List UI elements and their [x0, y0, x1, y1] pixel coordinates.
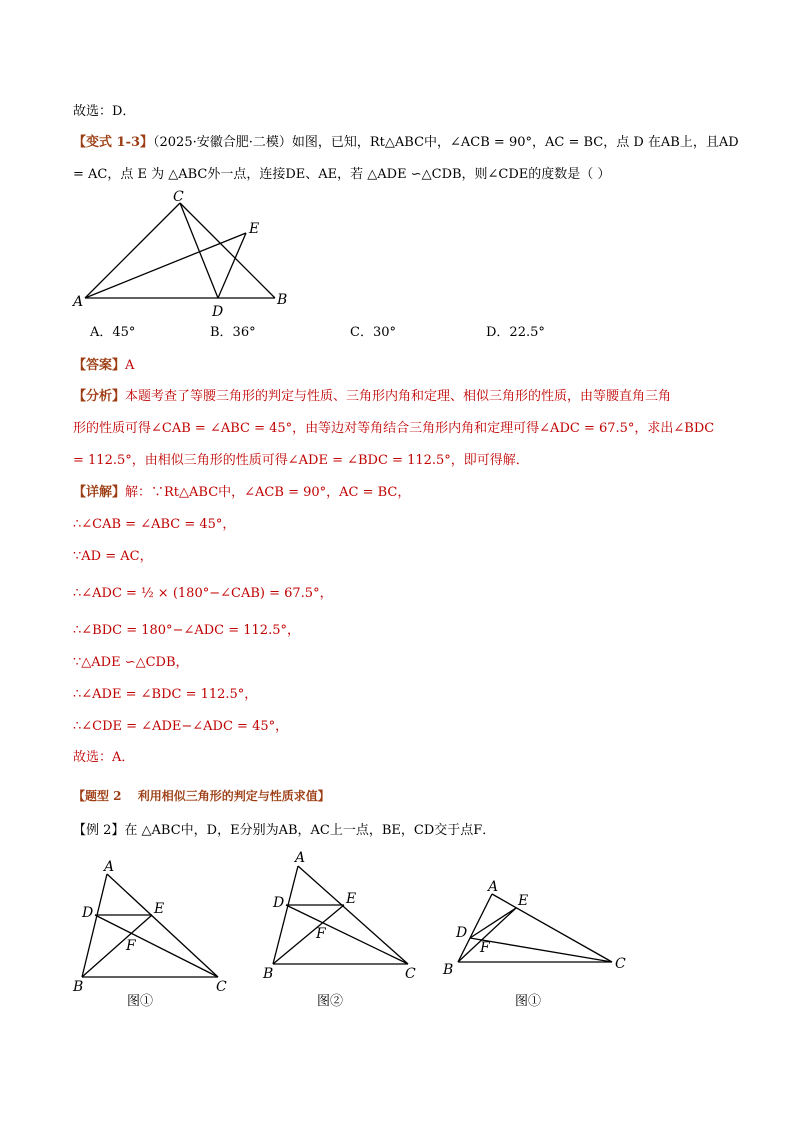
option-c[interactable]: C．30°	[350, 325, 396, 340]
detail-step-5: ∵△ADE ∽△CDB，	[73, 655, 189, 670]
detail-step-2: ∵AD = AC，	[73, 549, 153, 564]
figure-example-2	[260, 845, 430, 1010]
fig2-label-D: D	[273, 895, 285, 911]
variant-tag: 【变式 1-3】	[73, 135, 154, 150]
option-a[interactable]: A．45°	[90, 325, 136, 340]
analysis-line2: 形的性质可得∠CAB = ∠ABC = 45°，由等边对等角结合三角形内角和定理可得∠ADC = 67.5°，求出∠BDC	[73, 421, 715, 436]
fig1-label-E: E	[154, 901, 165, 917]
point-label-A: A	[73, 294, 84, 310]
fig1-label-F: F	[126, 938, 136, 954]
variant-source: （2025·安徽合肥·二模）	[153, 135, 292, 150]
detail-step-1: ∴∠CAB = ∠ABC = 45°，	[73, 517, 236, 532]
topic-heading	[73, 787, 330, 806]
fig3-label-D: D	[456, 925, 468, 941]
answer-value: A	[125, 358, 135, 373]
answer-label: 【答案】	[73, 358, 126, 373]
fig3-label-C: C	[615, 956, 626, 972]
fig1-caption: 图①	[127, 994, 154, 1009]
answer-line	[73, 357, 134, 375]
figure-example-3	[440, 870, 640, 1015]
point-label-E: E	[249, 221, 260, 237]
fig1-label-A: A	[104, 859, 115, 875]
fig3-label-B: B	[443, 962, 454, 978]
point-label-B: B	[277, 292, 288, 308]
variant-text-1: 如图，已知，Rt△ABC中，∠ACB = 90°，AC = BC，点 D 在AB上，且AD	[291, 135, 739, 150]
variant-question-line1	[73, 134, 739, 152]
detail-intro: 解：∵Rt△ABC中，∠ACB = 90°，AC = BC，	[125, 485, 411, 500]
fig3-caption: 图①	[515, 994, 542, 1009]
option-b[interactable]: B．36°	[210, 325, 256, 340]
fig3-label-E: E	[518, 893, 529, 909]
fig2-label-E: E	[346, 891, 357, 907]
fig2-label-A: A	[295, 850, 306, 866]
detail-step-4: ∴∠BDC = 180°−∠ADC = 112.5°，	[73, 623, 300, 638]
point-label-C: C	[173, 189, 184, 205]
fig2-caption: 图②	[317, 994, 344, 1009]
detail-step-6: ∴∠ADE = ∠BDC = 112.5°，	[73, 687, 258, 702]
detail-label: 【详解】	[73, 485, 126, 500]
detail-conclusion: 故选：A．	[73, 750, 135, 765]
detail-step-7: ∴∠CDE = ∠ADE−∠ADC = 45°，	[73, 719, 289, 734]
point-label-D: D	[212, 304, 224, 320]
example-text: 在 △ABC中，D，E分别为AB，AC上一点，BE，CD交于点F．	[124, 823, 496, 838]
analysis-line1	[73, 388, 671, 406]
example-line	[73, 822, 495, 840]
segment-CD	[180, 203, 218, 298]
variant-question-line2: = AC，点 E 为 △ABC外一点，连接DE、AE，若 △ADE ∽△CDB，则∠CDE的度数是（ ）	[73, 167, 611, 182]
fig2-label-B: B	[263, 966, 274, 982]
fig3-label-F: F	[480, 940, 490, 956]
fig2-label-F: F	[316, 926, 326, 942]
segment-AC	[85, 203, 180, 298]
fig1-label-C: C	[216, 979, 227, 995]
analysis-label: 【分析】	[73, 389, 126, 404]
detail-intro-line	[73, 484, 410, 502]
analysis-text-1: 本题考查了等腰三角形的判定与性质、三角形内角和定理、相似三角形的性质，由等腰直角三角	[125, 389, 672, 404]
option-d[interactable]: D．22.5°	[486, 325, 545, 340]
fig2-label-C: C	[405, 966, 416, 982]
topic-text: 【题型 2 利用相似三角形的判定与性质求值】	[73, 789, 330, 803]
figure-example-1	[70, 855, 240, 1015]
segment-CB	[180, 203, 275, 298]
fig1-label-B: B	[73, 979, 84, 995]
prev-answer: 故选：D．	[73, 104, 136, 119]
detail-step-3: ∴∠ADC = ½ × (180°−∠CAB) = 67.5°，	[73, 586, 333, 601]
fig3-label-A: A	[488, 879, 499, 895]
example-label: 【例 2】	[73, 823, 125, 838]
analysis-line3: = 112.5°，由相似三角形的性质可得∠ADE = ∠BDC = 112.5°，即可得解．	[73, 453, 529, 468]
fig1-label-D: D	[82, 905, 94, 921]
figure-variant-triangle	[60, 185, 300, 320]
